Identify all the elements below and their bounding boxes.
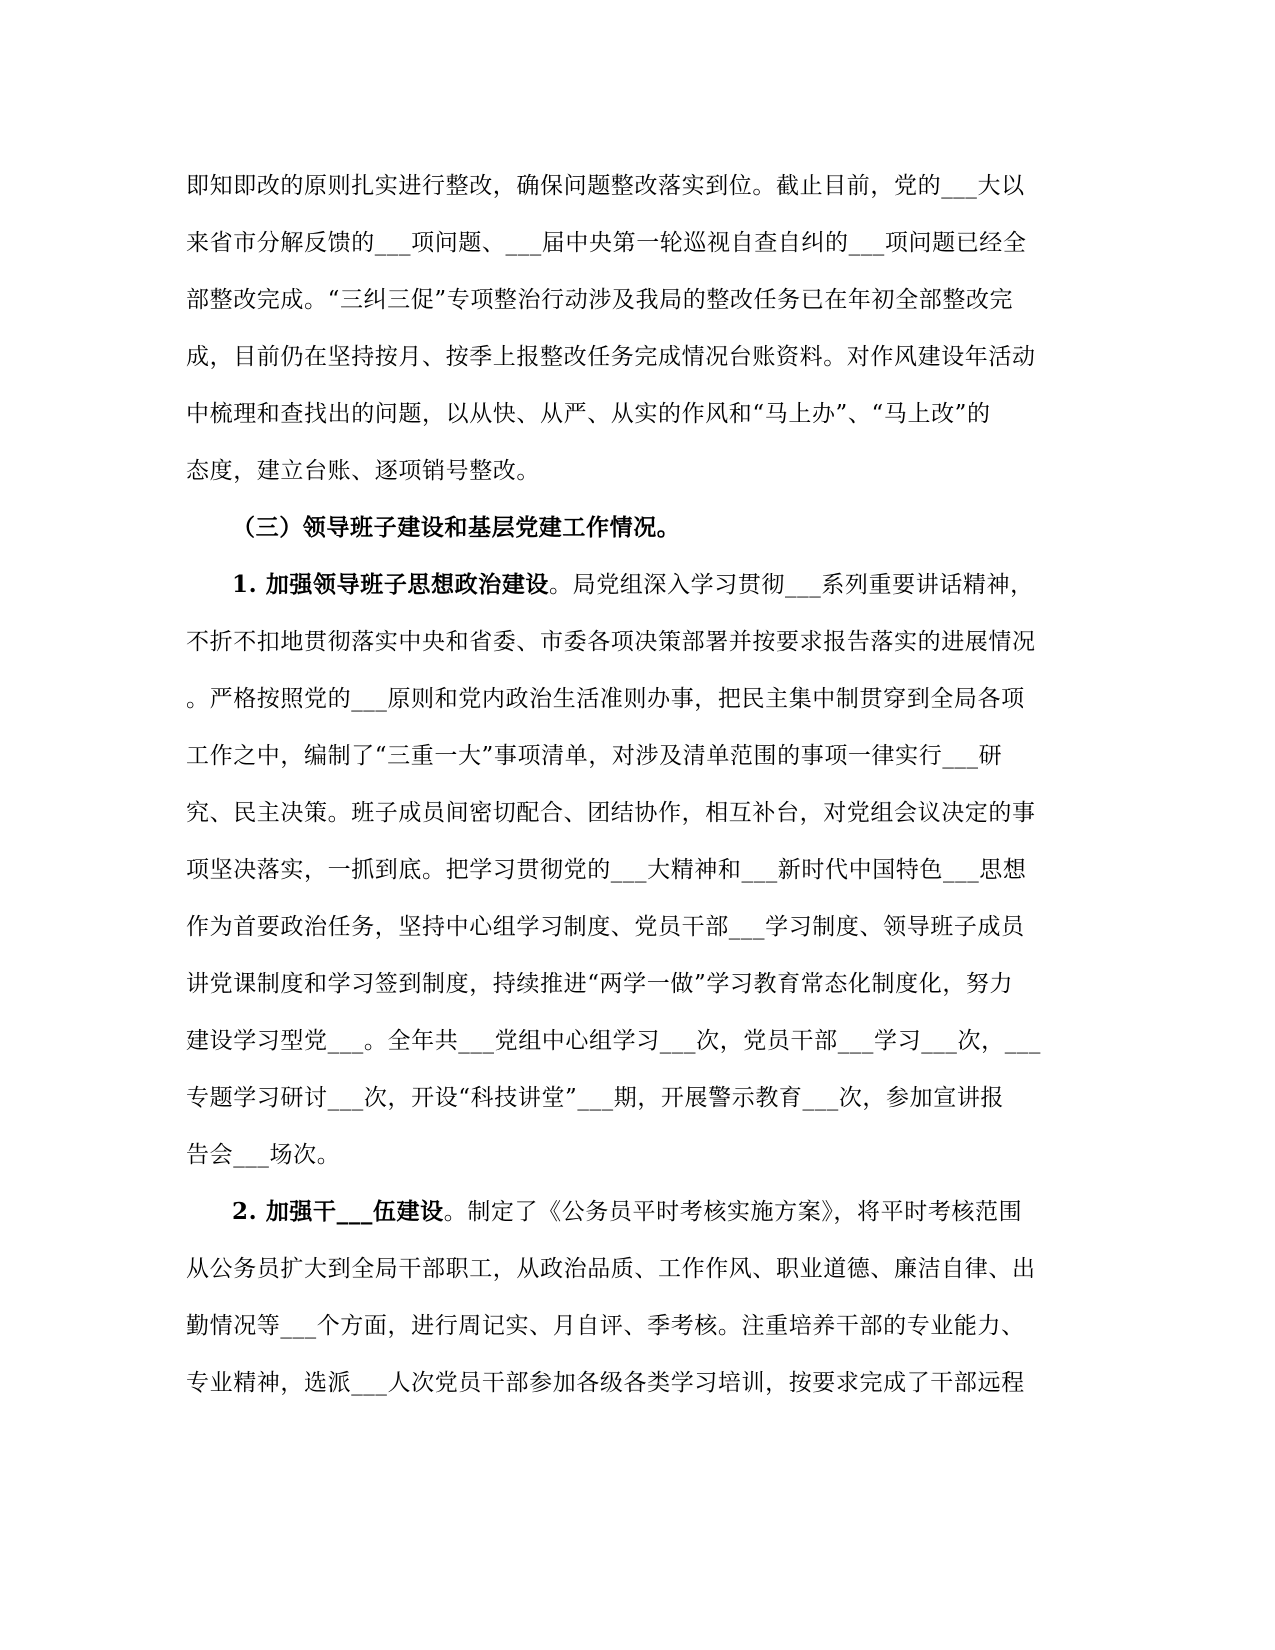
paragraph-first-line [232,570,1034,600]
body-text-line: 工作之中，编制了“三重一大”事项清单，对涉及清单范围的事项一律实行___研 [186,743,1003,769]
body-text-line: 态度，建立台账、逐项销号整改。 [186,458,540,484]
paragraph-lead-rest: 。制定了《公务员平时考核实施方案》，将平时考核范围 [443,1199,1023,1225]
body-text-line: 勤情况等___个方面，进行周记实、月自评、季考核。注重培养干部的专业能力、 [186,1313,1025,1339]
body-text-line: 专题学习研讨___次，开设“科技讲堂”___期，开展警示教育___次，参加宣讲报 [186,1085,1005,1111]
body-text-line: 不折不扣地贯彻落实中央和省委、市委各项决策部署并按要求报告落实的进展情况 [186,629,1036,655]
body-text-line: 专业精神，选派___人次党员干部参加各级各类学习培训，按要求完成了干部远程 [186,1370,1025,1396]
paragraph-lead: 1. 加强领导班子思想政治建设 [232,571,550,598]
body-text-line: 讲党课制度和学习签到制度，持续推进“两学一做”学习教育常态化制度化，努力 [186,971,1014,997]
body-text-line: 成，目前仍在坚持按月、按季上报整改任务完成情况台账资料。对作风建设年活动 [186,344,1036,370]
paragraph-lead: 2. 加强干___伍建设 [232,1198,444,1225]
body-text-line: 中梳理和查找出的问题，以从快、从严、从实的作风和“马上办”、“马上改”的 [186,401,991,427]
body-text-line: 究、民主决策。班子成员间密切配合、团结协作，相互补台，对党组会议决定的事 [186,800,1036,826]
body-text-line: 从公务员扩大到全局干部职工，从政治品质、工作作风、职业道德、廉洁自律、出 [186,1256,1036,1282]
body-text-line: 。严格按照党的___原则和党内政治生活准则办事，把民主集中制贯穿到全局各项 [186,686,1025,712]
paragraph-first-line [232,1197,1022,1227]
body-text-line: 来省市分解反馈的___项问题、___届中央第一轮巡视自查自纠的___项问题已经全 [186,230,1027,256]
paragraph-lead-rest: 。局党组深入学习贯彻___系列重要讲话精神， [549,572,1034,598]
body-text-line: 即知即改的原则扎实进行整改，确保问题整改落实到位。截止目前，党的___大以 [186,173,1025,199]
section-heading: （三）领导班子建设和基层党建工作情况。 [232,514,681,541]
body-text-line: 部整改完成。“三纠三促”专项整治行动涉及我局的整改任务已在年初全部整改完 [186,287,1014,313]
body-text-line: 建设学习型党___。全年共___党组中心组学习___次，党员干部___学习___次，___ [186,1028,1041,1054]
body-text-line: 项坚决落实，一抓到底。把学习贯彻党的___大精神和___新时代中国特色___思想 [186,857,1027,883]
body-text-line: 作为首要政治任务，坚持中心组学习制度、党员干部___学习制度、领导班子成员 [186,914,1025,940]
body-text-line: 告会___场次。 [186,1142,341,1168]
